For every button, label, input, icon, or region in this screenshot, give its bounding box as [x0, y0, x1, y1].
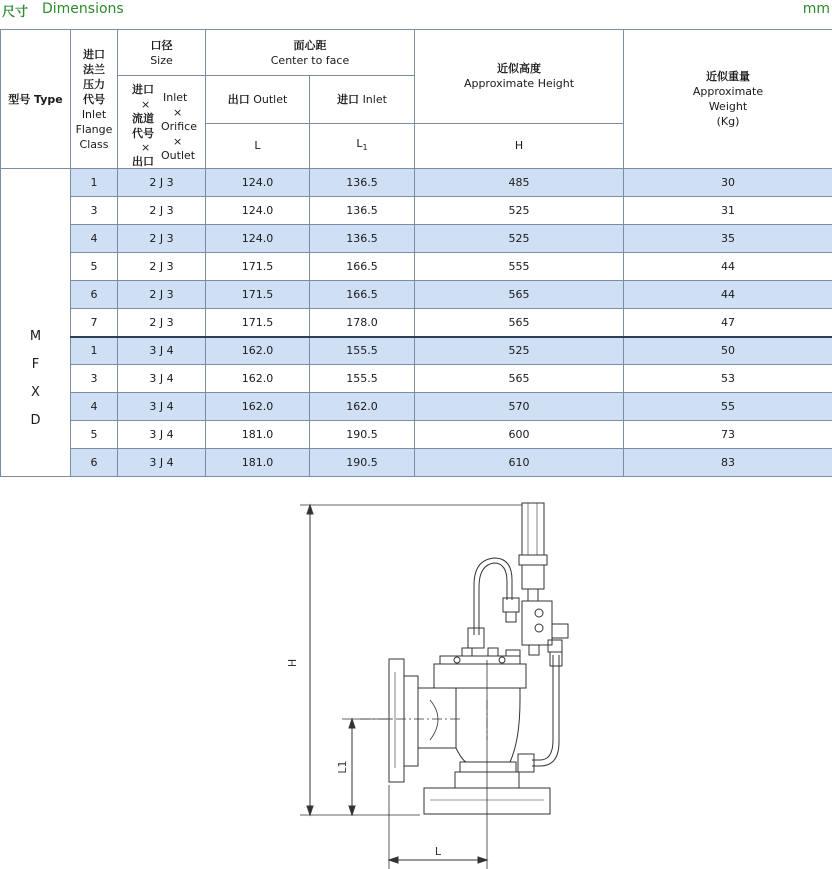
pilot-tubing — [468, 558, 519, 648]
table-row — [1, 281, 832, 309]
unit-label: mm — [802, 1, 830, 17]
cell-l: 162.0 — [206, 337, 310, 365]
cell-flange: 5 — [71, 421, 118, 449]
title-chinese: 尺寸 — [2, 5, 29, 20]
table-row — [1, 337, 832, 365]
cell-l1: 136.5 — [310, 169, 415, 197]
cell-h: 600 — [415, 421, 624, 449]
cell-l: 171.5 — [206, 253, 310, 281]
cell-flange: 5 — [71, 253, 118, 281]
type-letter: D — [30, 412, 41, 428]
cell-flange: 3 — [71, 197, 118, 225]
dimensions-table — [0, 29, 832, 477]
type-letter: X — [31, 384, 40, 400]
cell-weight: 47 — [624, 309, 832, 337]
center-to-face-header: 面心距 Center to face — [206, 30, 415, 76]
cell-l1: 136.5 — [310, 197, 415, 225]
cell-h: 525 — [415, 225, 624, 253]
cell-h: 525 — [415, 337, 624, 365]
cell-l1: 136.5 — [310, 225, 415, 253]
cell-size: 2 J 3 — [118, 253, 206, 281]
table-row — [1, 421, 832, 449]
cell-size: 3 J 4 — [118, 337, 206, 365]
cell-weight: 50 — [624, 337, 832, 365]
cell-flange: 4 — [71, 393, 118, 421]
cell-l: 171.5 — [206, 309, 310, 337]
cell-size: 3 J 4 — [118, 449, 206, 477]
table-row — [1, 365, 832, 393]
sense-line — [518, 652, 562, 772]
type-header — [1, 30, 71, 169]
outlet-symbol: L — [206, 123, 310, 169]
cell-h: 555 — [415, 253, 624, 281]
table-row — [1, 197, 832, 225]
table-row — [1, 309, 832, 337]
cell-l: 124.0 — [206, 169, 310, 197]
height-symbol: H — [415, 123, 624, 169]
cell-l: 181.0 — [206, 421, 310, 449]
cell-size: 3 J 4 — [118, 365, 206, 393]
cell-l1: 190.5 — [310, 449, 415, 477]
table-row — [1, 225, 832, 253]
type-letter: F — [31, 356, 40, 372]
cell-size: 2 J 3 — [118, 197, 206, 225]
cell-weight: 44 — [624, 281, 832, 309]
cell-flange: 1 — [71, 337, 118, 365]
cell-flange: 3 — [71, 365, 118, 393]
cell-h: 485 — [415, 169, 624, 197]
cell-weight: 30 — [624, 169, 832, 197]
cell-h: 610 — [415, 449, 624, 477]
cell-l: 162.0 — [206, 393, 310, 421]
cell-size: 2 J 3 — [118, 169, 206, 197]
cell-l: 162.0 — [206, 365, 310, 393]
cell-l1: 166.5 — [310, 253, 415, 281]
cell-l: 171.5 — [206, 281, 310, 309]
cell-size: 3 J 4 — [118, 421, 206, 449]
outlet-header: 出口 Outlet — [206, 76, 310, 124]
cell-weight: 44 — [624, 253, 832, 281]
cell-flange: 4 — [71, 225, 118, 253]
cell-size: 3 J 4 — [118, 393, 206, 421]
cell-l1: 190.5 — [310, 421, 415, 449]
cell-h: 565 — [415, 309, 624, 337]
cell-l: 181.0 — [206, 449, 310, 477]
height-dimension — [300, 505, 522, 815]
type-header-label: 型号 Type — [8, 92, 63, 106]
cell-l: 124.0 — [206, 225, 310, 253]
type-letter: M — [29, 328, 42, 344]
cell-flange: 6 — [71, 281, 118, 309]
cell-l1: 155.5 — [310, 365, 415, 393]
cell-h: 565 — [415, 365, 624, 393]
cell-l: 124.0 — [206, 197, 310, 225]
outlet-flange — [389, 659, 418, 782]
cell-h: 565 — [415, 281, 624, 309]
inlet-symbol: $L_1$ — [310, 123, 415, 169]
cell-l1: 155.5 — [310, 337, 415, 365]
table-row — [1, 169, 832, 197]
cell-flange: 1 — [71, 169, 118, 197]
table-row — [1, 449, 832, 477]
table-row — [1, 253, 832, 281]
weight-header: 近似重量 Approximate Weight (Kg) — [624, 30, 832, 169]
cell-size: 2 J 3 — [118, 309, 206, 337]
height-header: 近似高度 Approximate Height — [415, 30, 624, 124]
flange-class-header: 进口 法兰 压力 代号 Inlet Flange Class — [71, 30, 118, 169]
cell-h: 525 — [415, 197, 624, 225]
cell-l1: 166.5 — [310, 281, 415, 309]
valve-body — [418, 648, 550, 814]
type-cell — [1, 169, 71, 477]
table-body — [1, 169, 832, 477]
cell-l1: 162.0 — [310, 393, 415, 421]
cell-flange: 6 — [71, 449, 118, 477]
title-english: Dimensions — [42, 1, 124, 17]
valve-drawing — [0, 478, 832, 869]
cell-weight: 73 — [624, 421, 832, 449]
cell-weight: 53 — [624, 365, 832, 393]
cell-weight: 55 — [624, 393, 832, 421]
table-row — [1, 393, 832, 421]
cell-weight: 83 — [624, 449, 832, 477]
cell-size: 2 J 3 — [118, 281, 206, 309]
height-label: H — [286, 658, 299, 668]
cell-size: 2 J 3 — [118, 225, 206, 253]
inlet-dimension — [342, 719, 392, 815]
cell-l1: 178.0 — [310, 309, 415, 337]
cell-flange: 7 — [71, 309, 118, 337]
cell-h: 570 — [415, 393, 624, 421]
pilot-valve — [519, 503, 568, 655]
size-header: 口径 Size — [118, 30, 206, 76]
outlet-dim-label: L — [434, 845, 442, 858]
inlet-header: 进口 Inlet — [310, 76, 415, 124]
size-subheader: 进口 × 流道 代号 × 出口 Inlet × Orifice × Outlet — [118, 76, 206, 169]
cell-weight: 31 — [624, 197, 832, 225]
cell-weight: 35 — [624, 225, 832, 253]
inlet-dim-label: L1 — [336, 760, 349, 774]
title-row — [0, 0, 832, 20]
